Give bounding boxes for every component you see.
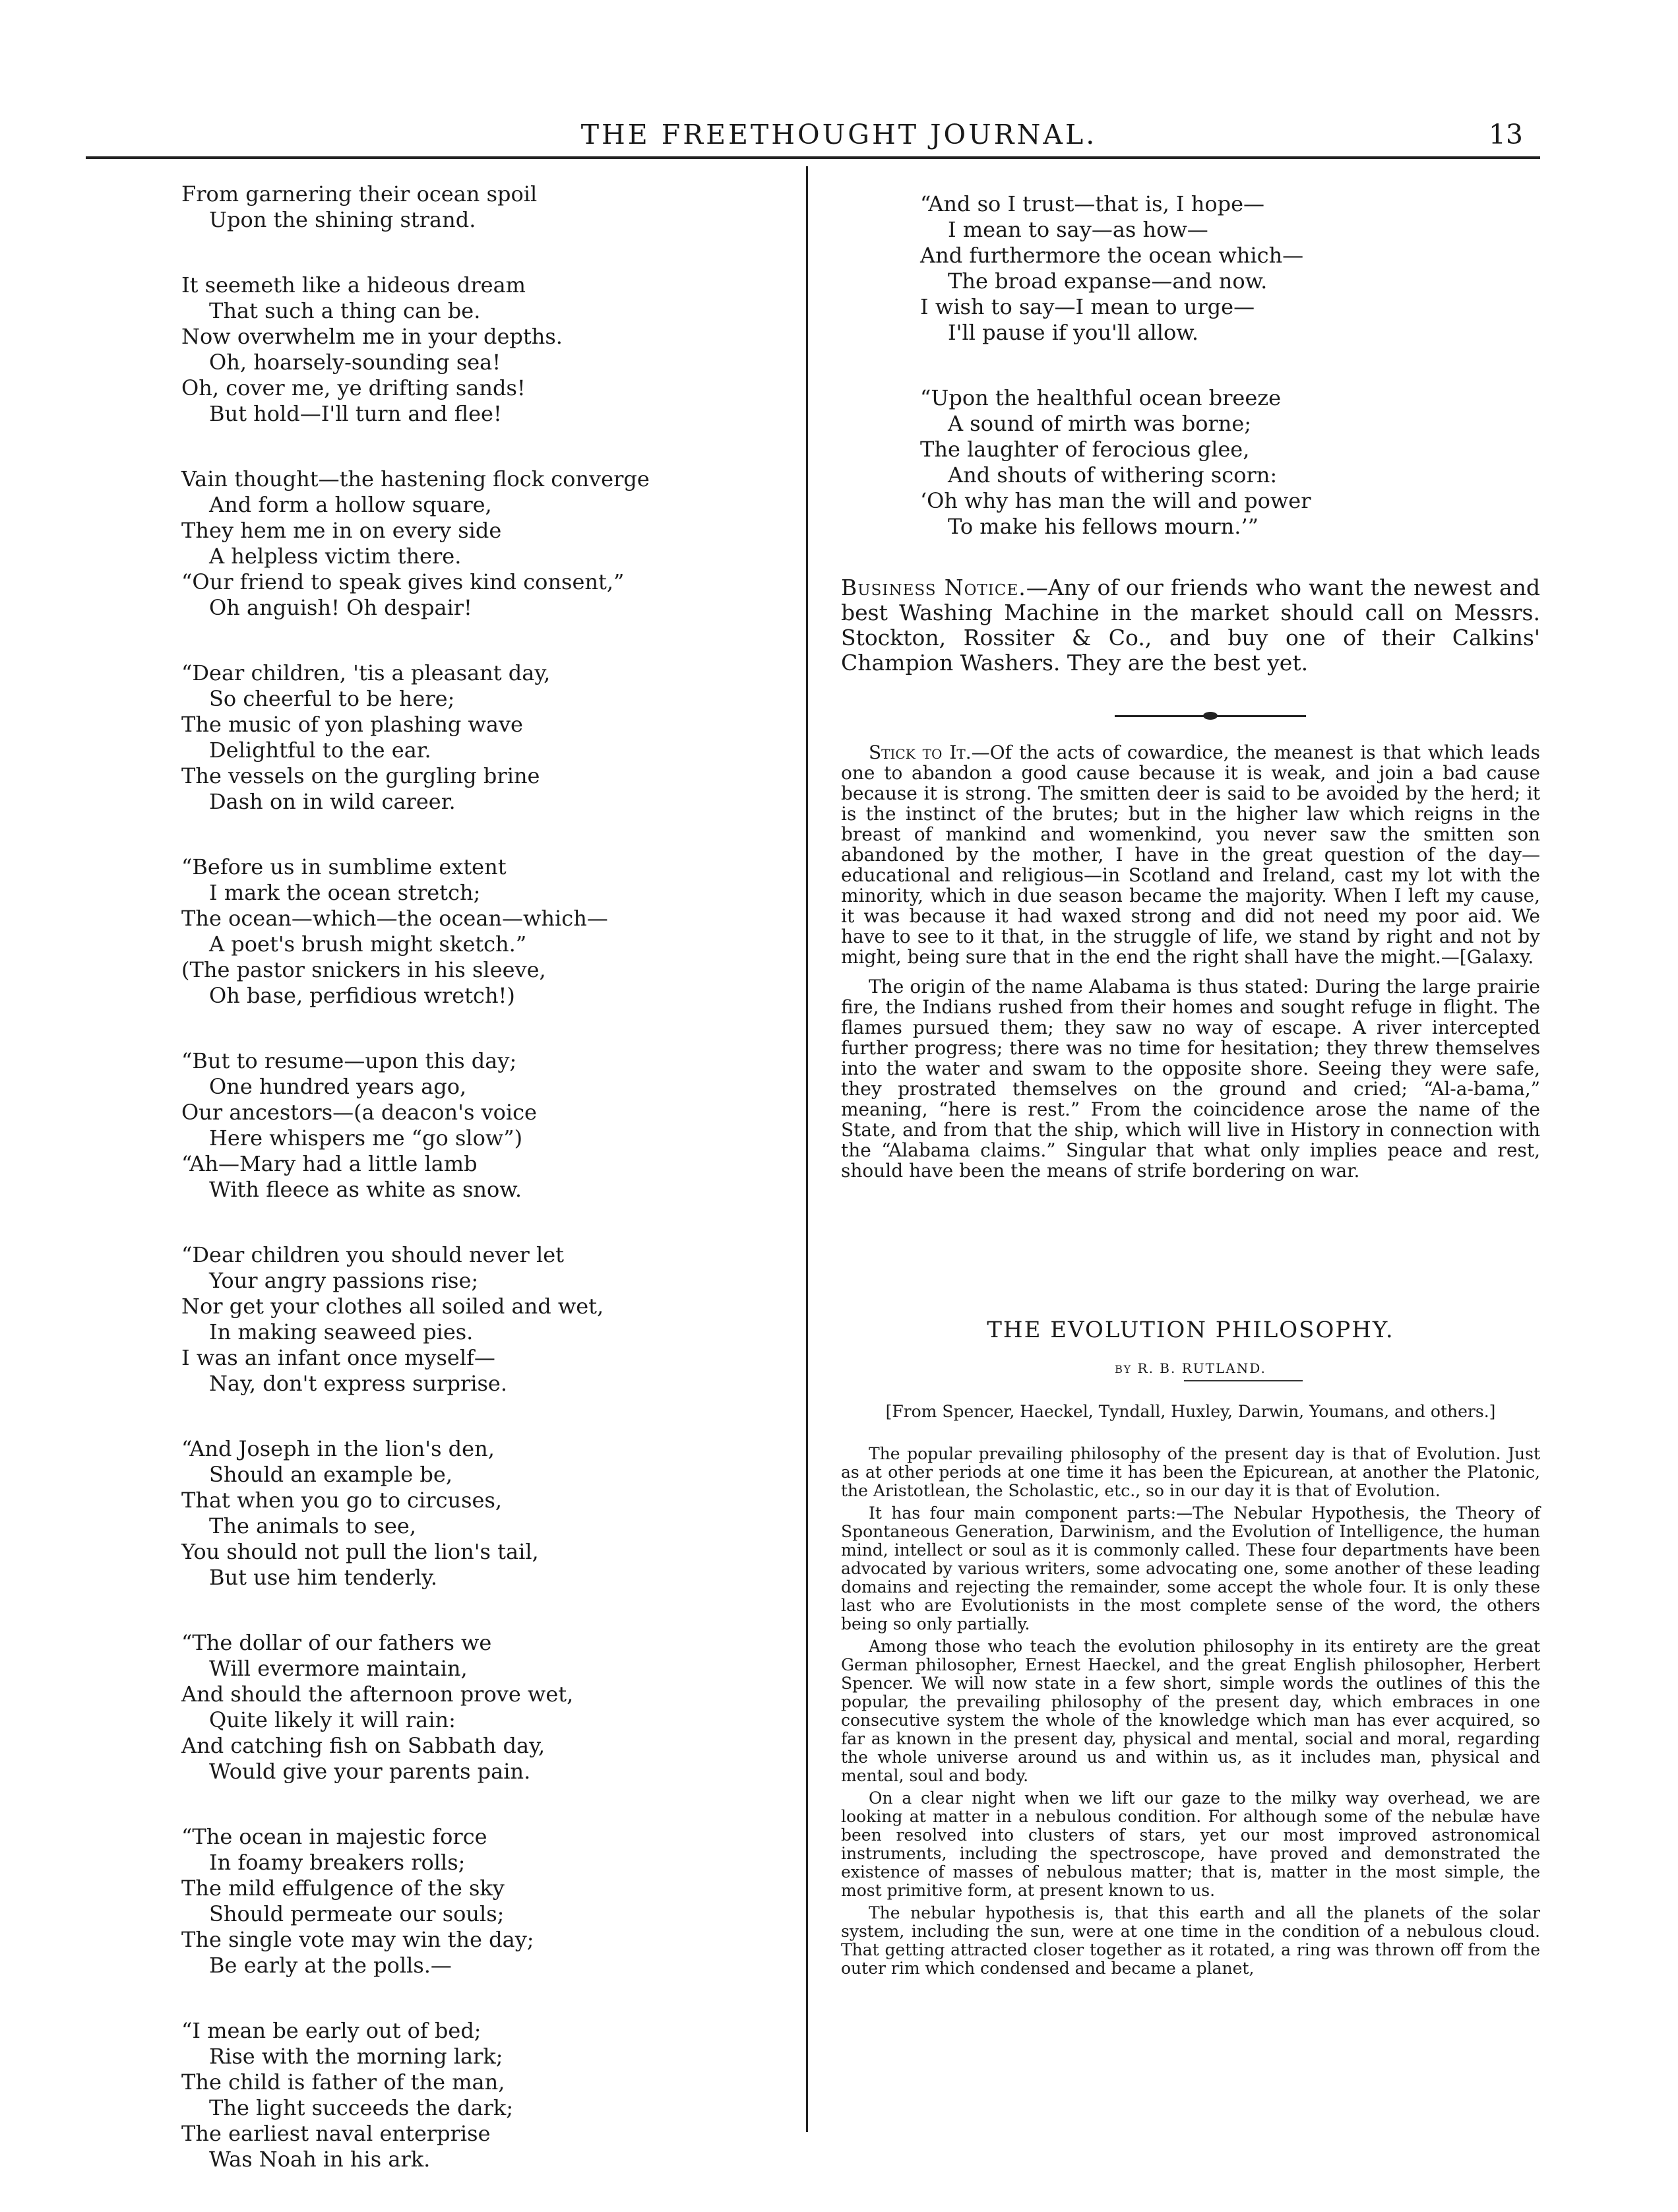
poem-line: The broad expanse—and now. — [948, 269, 1268, 294]
poem-line: It seemeth like a hideous dream — [181, 272, 526, 298]
poem-line: Oh, cover me, ye drifting sands! — [181, 375, 526, 400]
poem-line: I wish to say—I mean to urge— — [920, 294, 1255, 319]
page-number: 13 — [1488, 119, 1523, 150]
poem-line: Oh anguish! Oh despair! — [209, 595, 472, 620]
poem-line: They hem me in on every side — [181, 518, 502, 543]
poem-line: And catching fish on Sabbath day, — [181, 1733, 545, 1758]
section-ornament — [1115, 711, 1306, 722]
poem-line: From garnering their ocean spoil — [181, 181, 538, 206]
poem-line: A sound of mirth was borne; — [948, 411, 1252, 436]
article-paragraph: The nebular hypothesis is, that this earth and all the planets of the solar system, including the sun, were at one time in the condition of a nebulous cloud. That getting attracted closer together as it rotated, a ring was thrown off from the outer rim which condensed and became a planet, — [841, 1903, 1540, 1978]
poem-stanza — [181, 1048, 788, 1203]
business-notice-text: —Any of our friends who want the newest and best Washing Machine in the market should call on Messrs. Stockton, Rossiter & Co., and buy one of their Calkins' Champion Washers. They are the best yet. — [841, 575, 1540, 676]
stick-to-it-text: —Of the acts of cowardice, the meanest is that which leads one to abandon a good cause because it is weak, and join a bad cause because it is strong. The smitten deer is said to be avoided by the herd; it is the instinct of the brutes; but in the higher law which reigns in the breast of mankind and womenkind, you never saw the smitten son abandoned by the mother, I have in the great question of the day—educational and religious—in Scotland and Ireland, cast my lot with the minority, which in due season became the majority. When I left my cause, it was because it had waxed strong and did not need my poor aid. We have to see to it that, in the struggle of life, we stand by right and not by might, being sure that in the end the right shall have the might.—[Galaxy. — [841, 742, 1540, 968]
poem-line: Will evermore maintain, — [209, 1656, 468, 1681]
poem-stanza — [181, 272, 788, 427]
business-notice-lead: Business Notice. — [841, 575, 1026, 600]
poem-line: But hold—I'll turn and flee! — [209, 401, 502, 426]
miscellany-block — [841, 742, 1540, 1190]
article-title: THE EVOLUTION PHILOSOPHY. — [987, 1317, 1394, 1343]
stick-to-it-paragraph — [841, 742, 1540, 967]
article-body — [841, 1445, 1540, 1982]
poem-line: That such a thing can be. — [209, 298, 481, 323]
poem-line: The mild effulgence of the sky — [181, 1876, 505, 1901]
poem-line: The laughter of ferocious glee, — [920, 437, 1250, 462]
poem-line: The single vote may win the day; — [181, 1927, 534, 1952]
poem-line: And should the afternoon prove wet, — [181, 1682, 574, 1707]
poem-line: The animals to see, — [209, 1513, 416, 1538]
column-divider — [806, 166, 808, 2132]
poem-line: Our ancestors—(a deacon's voice — [181, 1100, 537, 1125]
poem-line: Was Noah in his ark. — [209, 2147, 431, 2172]
poem-stanza — [181, 181, 788, 233]
poem-line: Your angry passions rise; — [209, 1268, 479, 1293]
left-column-poem — [181, 181, 788, 2212]
poem-line: Now overwhelm me in your depths. — [181, 324, 563, 349]
poem-line: “The dollar of our fathers we — [181, 1630, 492, 1655]
poem-stanza — [920, 191, 1540, 346]
poem-line: But use him tenderly. — [209, 1565, 438, 1590]
article-byline — [841, 1360, 1540, 1376]
poem-line: So cheerful to be here; — [209, 686, 455, 711]
byline-by: BY — [1115, 1363, 1133, 1375]
poem-line: And furthermore the ocean which— — [920, 243, 1304, 268]
poem-line: With fleece as white as snow. — [209, 1177, 522, 1202]
poem-line: One hundred years ago, — [209, 1074, 467, 1099]
poem-line: “I mean be early out of bed; — [181, 2018, 482, 2043]
poem-stanza — [920, 385, 1540, 540]
poem-line: Quite likely it will rain: — [209, 1707, 456, 1732]
poem-line: Should an example be, — [209, 1462, 452, 1487]
poem-line: (The pastor snickers in his sleeve, — [181, 957, 546, 982]
poem-line: “Dear children you should never let — [181, 1242, 564, 1267]
poem-line: Vain thought—the hastening flock converge — [181, 466, 650, 491]
poem-line: “And so I trust—that is, I hope— — [920, 191, 1265, 216]
poem-line: In foamy breakers rolls; — [209, 1850, 466, 1875]
poem-stanza — [181, 1630, 788, 1785]
header-rule — [86, 156, 1540, 159]
poem-stanza — [181, 466, 788, 621]
poem-line: That when you go to circuses, — [181, 1488, 503, 1513]
poem-line: And form a hollow square, — [209, 492, 492, 517]
journal-title: THE FREETHOUGHT JOURNAL. — [580, 119, 1098, 150]
poem-line: I mean to say—as how— — [948, 217, 1208, 242]
poem-line: Nay, don't express surprise. — [209, 1371, 508, 1396]
poem-line: The light succeeds the dark; — [209, 2095, 514, 2120]
poem-line: The ocean—which—the ocean—which— — [181, 906, 608, 931]
poem-line: Oh base, perfidious wretch!) — [209, 983, 515, 1008]
ornament-diamond — [1203, 712, 1218, 720]
poem-line: Would give your parents pain. — [209, 1759, 531, 1784]
poem-line: I'll pause if you'll allow. — [948, 320, 1198, 345]
poem-line: Should permeate our souls; — [209, 1901, 505, 1926]
poem-line: A helpless victim there. — [209, 544, 462, 569]
poem-line: “But to resume—upon this day; — [181, 1048, 517, 1073]
poem-line: ‘Oh why has man the will and power — [920, 488, 1311, 513]
poem-line: Delightful to the ear. — [209, 738, 431, 763]
business-notice — [841, 575, 1540, 676]
poem-line: “The ocean in majestic force — [181, 1824, 487, 1849]
poem-stanza — [181, 1436, 788, 1591]
poem-line: You should not pull the lion's tail, — [181, 1539, 539, 1564]
poem-line: The music of yon plashing wave — [181, 712, 523, 737]
stick-to-it-lead: Stick to It. — [869, 742, 972, 763]
poem-line: The earliest naval enterprise — [181, 2121, 491, 2146]
poem-line: In making seaweed pies. — [209, 1319, 474, 1344]
article-source-note: [From Spencer, Haeckel, Tyndall, Huxley, Darwin, Youmans, and others.] — [885, 1402, 1496, 1421]
poem-stanza — [181, 660, 788, 815]
poem-line: And shouts of withering scorn: — [948, 462, 1278, 488]
poem-line: Here whispers me “go slow”) — [209, 1125, 523, 1151]
poem-stanza — [181, 2018, 788, 2172]
poem-line: I mark the ocean stretch; — [209, 880, 481, 905]
poem-line: Upon the shining strand. — [209, 207, 476, 232]
poem-stanza — [181, 854, 788, 1009]
poem-line: Oh, hoarsely-sounding sea! — [209, 350, 501, 375]
poem-stanza — [181, 1824, 788, 1978]
poem-line: Be early at the polls.— — [209, 1953, 452, 1978]
poem-line: “And Joseph in the lion's den, — [181, 1436, 495, 1461]
article-paragraph: It has four main component parts:—The Nebular Hypothesis, the Theory of Spontaneous Generation, Darwinism, and the Evolution of Intelligence, the human mind, intellect or soul as it is commonly called. These four departments have been advocated by various writers, some advocating one, some another of these leading domains and rejecting the remainder, some accept the whole four. It is only these last who are Evolutionists in the most complete sense of the word, the others being so only partially. — [841, 1503, 1540, 1633]
poem-line: “Upon the healthful ocean breeze — [920, 385, 1282, 410]
poem-line: “Ah—Mary had a little lamb — [181, 1151, 478, 1176]
poem-line: To make his fellows mourn.’” — [948, 514, 1258, 539]
right-column-poem — [920, 191, 1540, 579]
article-paragraph: Among those who teach the evolution philosophy in its entirety are the great German philosopher, Ernest Haeckel, and the great English philosopher, Herbert Spencer. We will now state in a few short, simple words the outlines of this the popular, the prevailing philosophy of the present day, which embraces in one consecutive system the whole of the knowledge which man has ever acquired, so far as known in the present day, physical and mental, social and moral, regarding the whole universe around us and within us, as it includes man, physical and mental, soul and body. — [841, 1637, 1540, 1785]
article-paragraph: On a clear night when we lift our gaze to the milky way overhead, we are looking at matter in a nebulous condition. For although some of the nebulæ have been resolved into clusters of stars, yet our most improved astronomical instruments, including the spectroscope, have proved and demonstrated the existence of masses of nebulous matter; that is, matter in the most simple, the most primitive form, at present known to us. — [841, 1788, 1540, 1900]
poem-line: “Our friend to speak gives kind consent,” — [181, 569, 625, 594]
poem-line: Dash on in wild career. — [209, 789, 456, 814]
byline-author: R. B. RUTLAND. — [1137, 1360, 1266, 1376]
poem-line: Rise with the morning lark; — [209, 2044, 503, 2069]
poem-line: Nor get your clothes all soiled and wet, — [181, 1294, 604, 1319]
poem-line: “Dear children, 'tis a pleasant day, — [181, 660, 551, 685]
poem-line: “Before us in sumblime extent — [181, 854, 507, 879]
article-paragraph: The popular prevailing philosophy of the present day is that of Evolution. Just as at other periods at one time it has been the Epicurean, at another the Platonic, the Aristotlean, the Scholastic, etc., so in our day it is that of Evolution. — [841, 1444, 1540, 1500]
poem-line: I was an infant once myself— — [181, 1345, 495, 1370]
poem-stanza — [181, 1242, 788, 1397]
poem-line: A poet's brush might sketch.” — [209, 932, 527, 957]
alabama-paragraph: The origin of the name Alabama is thus stated: During the large prairie fire, the Indians rushed from their homes and sought refuge in flight. The flames pursued them; they saw no way of escape. A river intercepted further progress; there was no time for hesitation; they threw themselves into the water and swam to the opposite shore. Seeing they were safe, they prostrated themselves on the ground and cried; “Al-a-bama,” meaning, “here is rest.” From the coincidence arose the name of the State, and from that the ship, which will live in History in connection with the “Alabama claims.” Singular that what only implies peace and rest, should have been the means of strife bordering on war. — [841, 976, 1540, 1182]
poem-line: The vessels on the gurgling brine — [181, 763, 540, 788]
byline-rule — [1184, 1380, 1303, 1381]
poem-line: The child is father of the man, — [181, 2070, 505, 2095]
